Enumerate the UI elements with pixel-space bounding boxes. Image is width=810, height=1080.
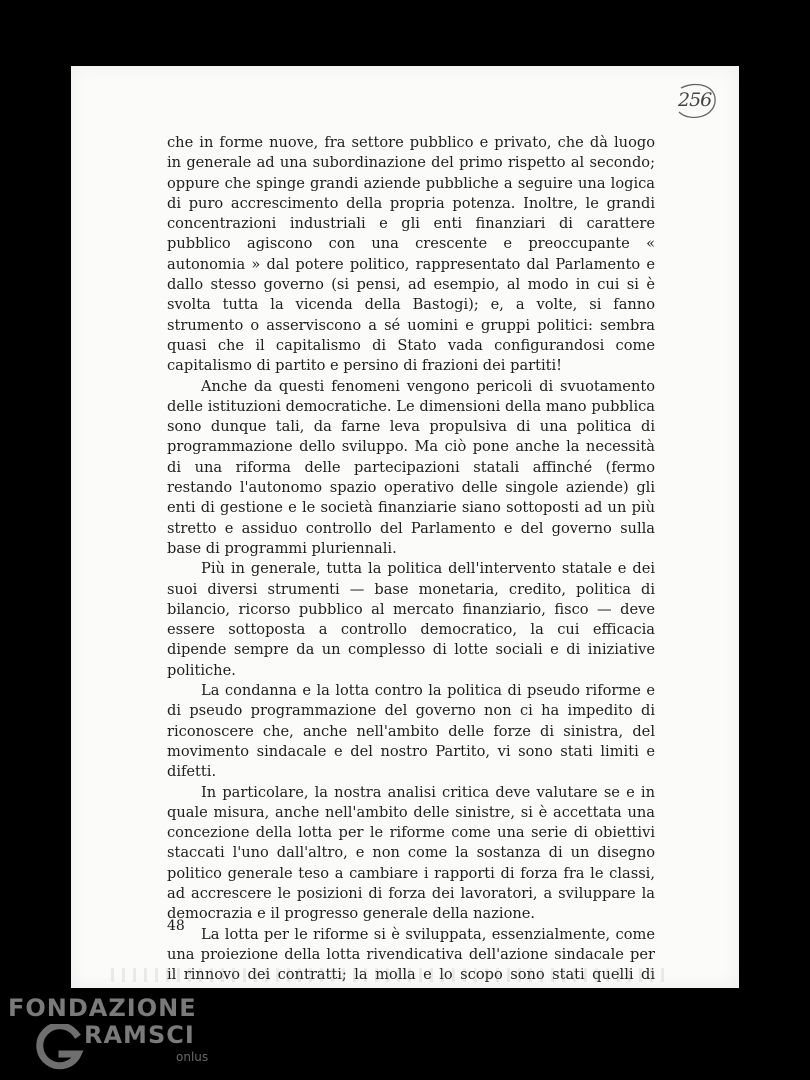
logo-line-onlus: onlus [176, 1050, 209, 1064]
body-text [167, 133, 655, 988]
folio-number: 256 [678, 89, 712, 111]
fondazione-gramsci-logo [8, 994, 208, 1076]
logo-g-icon [34, 1024, 84, 1072]
logo-line-fondazione: FONDAZIONE [8, 994, 197, 1022]
paragraph: Anche da questi fenomeni vengono pericoli di svuotamento delle istituzioni democratiche. Le dimensioni della mano pubblica sono dunque tali, da farne leva propulsiva di una politica di programmazione dello sviluppo. Ma ciò pone anche la necessità di una riforma delle partecipazioni statali affinché (fermo restando l'autonomo spazio operativo delle singole aziende) gli enti di gestione e le società finanziarie siano sottoposti ad un più stretto e assiduo controllo del Parlamento e del governo sulla base di programmi pluriennali. [167, 377, 655, 557]
page-number: 48 [167, 918, 185, 934]
logo-line-gramsci: RAMSCI [84, 1021, 195, 1049]
paragraph: La condanna e la lotta contro la politica di pseudo riforme e di pseudo programmazione del governo non ci ha impedito di riconoscere che, anche nell'ambito delle forze di sinistra, del movimento sindacale e del nostro Partito, vi sono stati limiti e difetti. [167, 682, 655, 781]
paragraph: Più in generale, tutta la politica dell'intervento statale e dei suoi diversi strumenti — base monetaria, credito, politica di bilancio, ricorso pubblico al mercato finanziario, fisco — deve essere sottoposta a controllo democratico, la cui efficacia dipende sempre da un complesso di lotte sociali e di iniziative politiche. [167, 560, 655, 679]
paragraph: che in forme nuove, fra settore pubblico e privato, che dà luogo in generale ad una subordinazione del primo rispetto al secondo; oppure che spinge grandi aziende pubbliche a seguire una logica di puro accrescimento della propria potenza. Inoltre, le grandi concentrazioni industriali e gli enti finanziari di carattere pubblico agiscono con una crescente e preoccupante « autonomia » dal potere politico, rappresentato dal Parlamento e dallo stesso governo (si pensi, ad esempio, al modo in cui si è svolta tutta la vicenda della Bastogi); e, a volte, si fanno strumento o asserviscono a sé uomini e gruppi politici: sembra quasi che il capitalismo di Stato vada configurandosi come capitalismo di partito e persino di frazioni dei partiti! [167, 134, 655, 375]
handwritten-folio-mark [671, 80, 719, 124]
scan-artifact [111, 968, 671, 982]
paragraph: In particolare, la nostra analisi critica deve valutare se e in quale misura, anche nell'ambito delle sinistre, si è accettata una concezione della lotta per le riforme come una serie di obiettivi staccati l'uno dall'altro, e non come la sostanza di un disegno politico generale teso a cambiare i rapporti di forza fra le classi, ad accrescere le posizioni di forza dei lavoratori, a sviluppare la democrazia e il progresso generale della nazione. [167, 783, 655, 923]
paragraph: La lotta per le riforme si è sviluppata, essenzialmente, come una proiezione della lotta rivendicativa dell'azione sindacale per il rinnovo dei contratti; la molla e lo scopo sono stati quelli di [167, 925, 655, 984]
document-page [71, 66, 739, 988]
